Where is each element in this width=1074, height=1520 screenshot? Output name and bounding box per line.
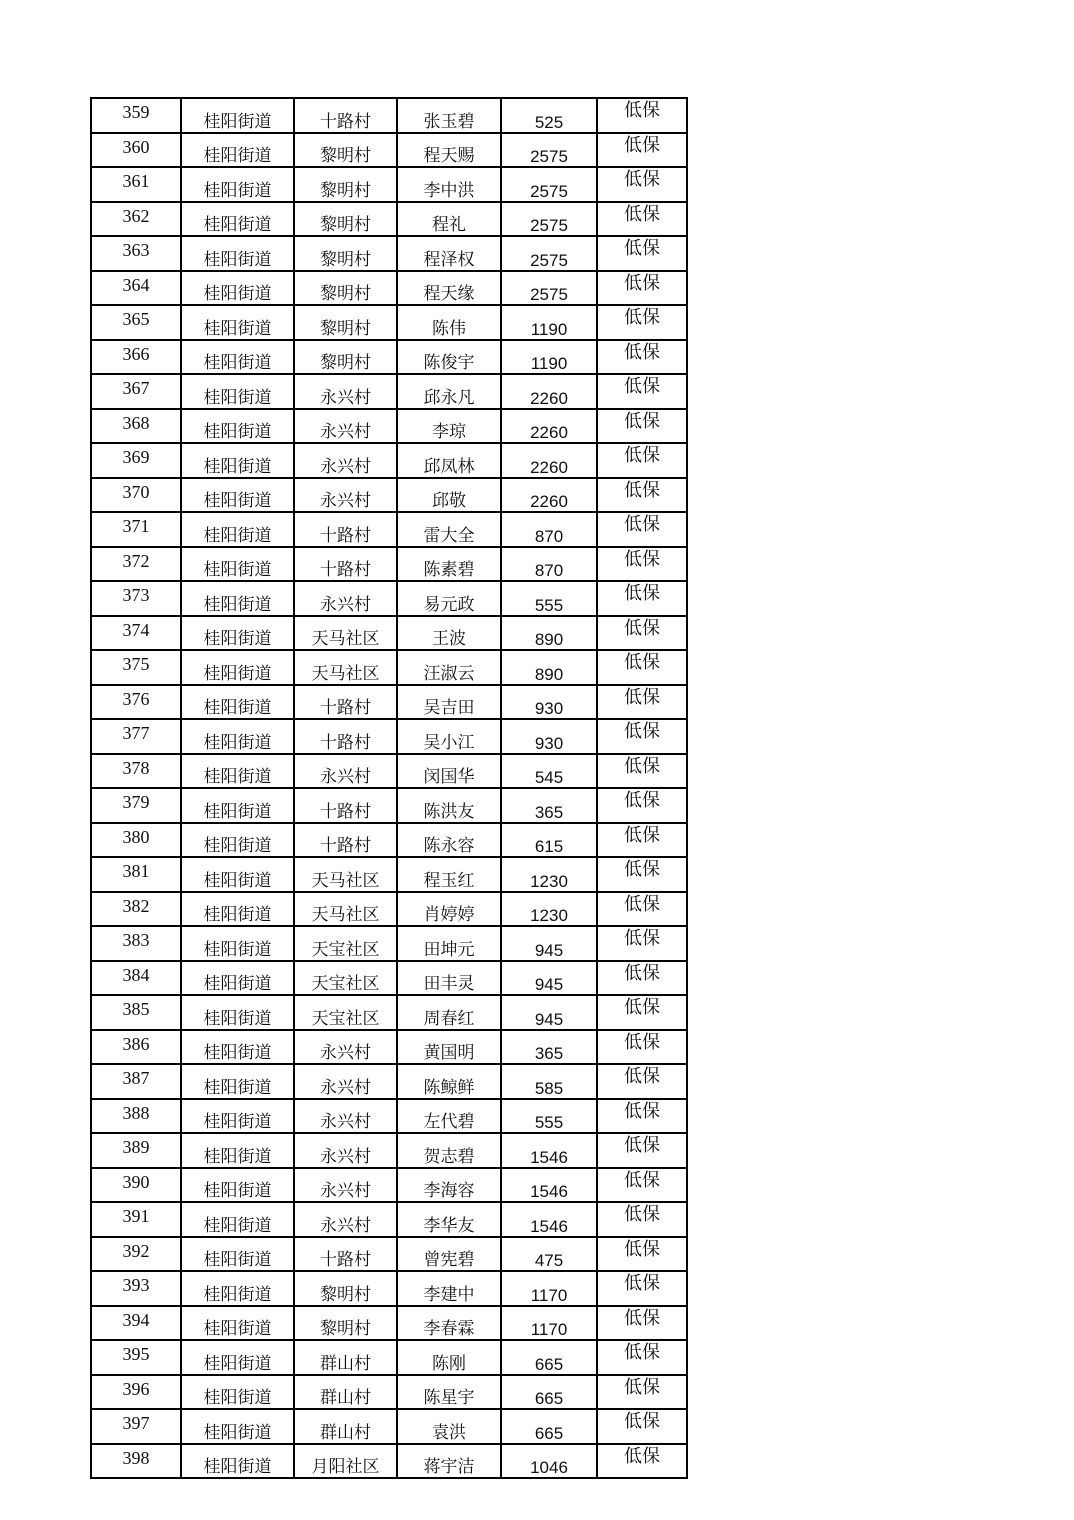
community-cell: 黎明村 [294, 236, 397, 271]
community-cell: 天宝社区 [294, 926, 397, 961]
row-number: 372 [91, 547, 181, 582]
table-row [91, 823, 687, 858]
person-name-cell: 易元政 [397, 581, 501, 616]
community-cell: 永兴村 [294, 374, 397, 409]
assistance-type-cell: 低保 [597, 1133, 687, 1168]
community-cell: 黎明村 [294, 305, 397, 340]
amount-cell: 890 [501, 616, 597, 651]
assistance-table [90, 97, 688, 1479]
community-cell: 天宝社区 [294, 961, 397, 996]
person-name-cell: 邱凤林 [397, 443, 501, 478]
amount-cell: 2260 [501, 374, 597, 409]
community-cell: 永兴村 [294, 478, 397, 513]
community-cell: 永兴村 [294, 581, 397, 616]
community-cell: 十路村 [294, 788, 397, 823]
person-name-cell: 李琼 [397, 409, 501, 444]
person-name-cell: 程玉红 [397, 857, 501, 892]
amount-cell: 890 [501, 650, 597, 685]
row-number: 390 [91, 1168, 181, 1203]
row-number: 395 [91, 1340, 181, 1375]
assistance-type-cell: 低保 [597, 1030, 687, 1065]
row-number: 370 [91, 478, 181, 513]
assistance-type-cell: 低保 [597, 1306, 687, 1341]
row-number: 398 [91, 1444, 181, 1479]
row-number: 385 [91, 995, 181, 1030]
community-cell: 群山村 [294, 1409, 397, 1444]
subdistrict-cell: 桂阳街道 [181, 512, 294, 547]
assistance-type-cell: 低保 [597, 754, 687, 789]
subdistrict-cell: 桂阳街道 [181, 1306, 294, 1341]
amount-cell: 2575 [501, 202, 597, 237]
person-name-cell: 程天赐 [397, 133, 501, 168]
subdistrict-cell: 桂阳街道 [181, 1202, 294, 1237]
table-row [91, 650, 687, 685]
subdistrict-cell: 桂阳街道 [181, 202, 294, 237]
assistance-type-cell: 低保 [597, 719, 687, 754]
person-name-cell: 邱永凡 [397, 374, 501, 409]
table-row [91, 1202, 687, 1237]
table-row [91, 719, 687, 754]
person-name-cell: 陈俊宇 [397, 340, 501, 375]
table-row [91, 926, 687, 961]
assistance-type-cell: 低保 [597, 236, 687, 271]
row-number: 393 [91, 1271, 181, 1306]
row-number: 375 [91, 650, 181, 685]
row-number: 376 [91, 685, 181, 720]
subdistrict-cell: 桂阳街道 [181, 995, 294, 1030]
community-cell: 永兴村 [294, 409, 397, 444]
table-row [91, 754, 687, 789]
community-cell: 永兴村 [294, 1168, 397, 1203]
community-cell: 天马社区 [294, 857, 397, 892]
row-number: 386 [91, 1030, 181, 1065]
subdistrict-cell: 桂阳街道 [181, 1064, 294, 1099]
community-cell: 月阳社区 [294, 1444, 397, 1479]
assistance-type-cell: 低保 [597, 1409, 687, 1444]
table-row [91, 374, 687, 409]
subdistrict-cell: 桂阳街道 [181, 478, 294, 513]
table-row [91, 1030, 687, 1065]
table-row [91, 443, 687, 478]
table-row [91, 1444, 687, 1479]
assistance-type-cell: 低保 [597, 616, 687, 651]
row-number: 361 [91, 167, 181, 202]
subdistrict-cell: 桂阳街道 [181, 1237, 294, 1272]
subdistrict-cell: 桂阳街道 [181, 305, 294, 340]
subdistrict-cell: 桂阳街道 [181, 823, 294, 858]
community-cell: 黎明村 [294, 271, 397, 306]
table-row [91, 305, 687, 340]
table-row [91, 1237, 687, 1272]
table-row [91, 98, 687, 133]
subdistrict-cell: 桂阳街道 [181, 443, 294, 478]
person-name-cell: 邱敬 [397, 478, 501, 513]
table-row [91, 685, 687, 720]
table-row [91, 340, 687, 375]
amount-cell: 555 [501, 581, 597, 616]
amount-cell: 2260 [501, 478, 597, 513]
subdistrict-cell: 桂阳街道 [181, 926, 294, 961]
assistance-type-cell: 低保 [597, 1099, 687, 1134]
subdistrict-cell: 桂阳街道 [181, 340, 294, 375]
community-cell: 天宝社区 [294, 995, 397, 1030]
assistance-type-cell: 低保 [597, 98, 687, 133]
subdistrict-cell: 桂阳街道 [181, 236, 294, 271]
amount-cell: 615 [501, 823, 597, 858]
table-row [91, 1271, 687, 1306]
table-row [91, 1099, 687, 1134]
row-number: 364 [91, 271, 181, 306]
row-number: 363 [91, 236, 181, 271]
amount-cell: 1190 [501, 340, 597, 375]
table-row [91, 581, 687, 616]
amount-cell: 665 [501, 1340, 597, 1375]
person-name-cell: 吴吉田 [397, 685, 501, 720]
assistance-type-cell: 低保 [597, 926, 687, 961]
row-number: 397 [91, 1409, 181, 1444]
assistance-type-cell: 低保 [597, 788, 687, 823]
table-row [91, 1306, 687, 1341]
person-name-cell: 曾宪碧 [397, 1237, 501, 1272]
community-cell: 群山村 [294, 1375, 397, 1410]
subdistrict-cell: 桂阳街道 [181, 961, 294, 996]
table-row [91, 271, 687, 306]
amount-cell: 1170 [501, 1271, 597, 1306]
table-row [91, 547, 687, 582]
community-cell: 永兴村 [294, 443, 397, 478]
subdistrict-cell: 桂阳街道 [181, 271, 294, 306]
subdistrict-cell: 桂阳街道 [181, 409, 294, 444]
community-cell: 天马社区 [294, 650, 397, 685]
community-cell: 黎明村 [294, 1271, 397, 1306]
amount-cell: 930 [501, 685, 597, 720]
person-name-cell: 吴小江 [397, 719, 501, 754]
table-row [91, 133, 687, 168]
community-cell: 十路村 [294, 685, 397, 720]
assistance-type-cell: 低保 [597, 1168, 687, 1203]
subdistrict-cell: 桂阳街道 [181, 754, 294, 789]
community-cell: 十路村 [294, 98, 397, 133]
amount-cell: 1046 [501, 1444, 597, 1479]
community-cell: 十路村 [294, 719, 397, 754]
amount-cell: 475 [501, 1237, 597, 1272]
amount-cell: 2575 [501, 271, 597, 306]
row-number: 380 [91, 823, 181, 858]
amount-cell: 665 [501, 1375, 597, 1410]
person-name-cell: 李建中 [397, 1271, 501, 1306]
person-name-cell: 陈伟 [397, 305, 501, 340]
person-name-cell: 陈星宇 [397, 1375, 501, 1410]
amount-cell: 1546 [501, 1202, 597, 1237]
assistance-type-cell: 低保 [597, 340, 687, 375]
amount-cell: 1230 [501, 857, 597, 892]
row-number: 392 [91, 1237, 181, 1272]
assistance-type-cell: 低保 [597, 305, 687, 340]
row-number: 381 [91, 857, 181, 892]
amount-cell: 2260 [501, 443, 597, 478]
person-name-cell: 蒋宇洁 [397, 1444, 501, 1479]
person-name-cell: 陈永容 [397, 823, 501, 858]
person-name-cell: 汪淑云 [397, 650, 501, 685]
row-number: 377 [91, 719, 181, 754]
person-name-cell: 左代碧 [397, 1099, 501, 1134]
table-row [91, 892, 687, 927]
subdistrict-cell: 桂阳街道 [181, 1340, 294, 1375]
community-cell: 天马社区 [294, 892, 397, 927]
person-name-cell: 程天缘 [397, 271, 501, 306]
subdistrict-cell: 桂阳街道 [181, 133, 294, 168]
assistance-type-cell: 低保 [597, 857, 687, 892]
person-name-cell: 陈刚 [397, 1340, 501, 1375]
row-number: 394 [91, 1306, 181, 1341]
community-cell: 黎明村 [294, 202, 397, 237]
table-row [91, 167, 687, 202]
subdistrict-cell: 桂阳街道 [181, 616, 294, 651]
subdistrict-cell: 桂阳街道 [181, 167, 294, 202]
subdistrict-cell: 桂阳街道 [181, 374, 294, 409]
community-cell: 永兴村 [294, 754, 397, 789]
table-row [91, 1064, 687, 1099]
table-row [91, 409, 687, 444]
subdistrict-cell: 桂阳街道 [181, 1099, 294, 1134]
subdistrict-cell: 桂阳街道 [181, 581, 294, 616]
assistance-type-cell: 低保 [597, 1375, 687, 1410]
person-name-cell: 程礼 [397, 202, 501, 237]
subdistrict-cell: 桂阳街道 [181, 788, 294, 823]
assistance-type-cell: 低保 [597, 202, 687, 237]
person-name-cell: 李海容 [397, 1168, 501, 1203]
amount-cell: 870 [501, 512, 597, 547]
person-name-cell: 田坤元 [397, 926, 501, 961]
row-number: 373 [91, 581, 181, 616]
row-number: 396 [91, 1375, 181, 1410]
community-cell: 十路村 [294, 512, 397, 547]
row-number: 378 [91, 754, 181, 789]
table-row [91, 1168, 687, 1203]
row-number: 359 [91, 98, 181, 133]
person-name-cell: 雷大全 [397, 512, 501, 547]
assistance-type-cell: 低保 [597, 167, 687, 202]
subdistrict-cell: 桂阳街道 [181, 892, 294, 927]
community-cell: 黎明村 [294, 167, 397, 202]
amount-cell: 665 [501, 1409, 597, 1444]
subdistrict-cell: 桂阳街道 [181, 1133, 294, 1168]
assistance-type-cell: 低保 [597, 512, 687, 547]
row-number: 369 [91, 443, 181, 478]
person-name-cell: 袁洪 [397, 1409, 501, 1444]
subdistrict-cell: 桂阳街道 [181, 857, 294, 892]
table-row [91, 1375, 687, 1410]
amount-cell: 2260 [501, 409, 597, 444]
table-row [91, 788, 687, 823]
assistance-type-cell: 低保 [597, 443, 687, 478]
amount-cell: 525 [501, 98, 597, 133]
community-cell: 黎明村 [294, 133, 397, 168]
assistance-type-cell: 低保 [597, 823, 687, 858]
subdistrict-cell: 桂阳街道 [181, 650, 294, 685]
community-cell: 永兴村 [294, 1064, 397, 1099]
assistance-type-cell: 低保 [597, 892, 687, 927]
community-cell: 永兴村 [294, 1099, 397, 1134]
amount-cell: 1230 [501, 892, 597, 927]
community-cell: 十路村 [294, 547, 397, 582]
assistance-type-cell: 低保 [597, 685, 687, 720]
assistance-type-cell: 低保 [597, 1202, 687, 1237]
assistance-type-cell: 低保 [597, 133, 687, 168]
row-number: 365 [91, 305, 181, 340]
amount-cell: 945 [501, 926, 597, 961]
row-number: 389 [91, 1133, 181, 1168]
table-row [91, 616, 687, 651]
assistance-type-cell: 低保 [597, 1340, 687, 1375]
amount-cell: 1190 [501, 305, 597, 340]
row-number: 368 [91, 409, 181, 444]
amount-cell: 2575 [501, 133, 597, 168]
person-name-cell: 李春霖 [397, 1306, 501, 1341]
subdistrict-cell: 桂阳街道 [181, 1030, 294, 1065]
person-name-cell: 张玉碧 [397, 98, 501, 133]
person-name-cell: 黄国明 [397, 1030, 501, 1065]
row-number: 387 [91, 1064, 181, 1099]
table-row [91, 478, 687, 513]
subdistrict-cell: 桂阳街道 [181, 1271, 294, 1306]
row-number: 382 [91, 892, 181, 927]
person-name-cell: 李华友 [397, 1202, 501, 1237]
table-row [91, 1409, 687, 1444]
assistance-type-cell: 低保 [597, 961, 687, 996]
subdistrict-cell: 桂阳街道 [181, 1409, 294, 1444]
subdistrict-cell: 桂阳街道 [181, 1375, 294, 1410]
table-row [91, 236, 687, 271]
row-number: 371 [91, 512, 181, 547]
person-name-cell: 闵国华 [397, 754, 501, 789]
subdistrict-cell: 桂阳街道 [181, 1444, 294, 1479]
person-name-cell: 陈鲸鲜 [397, 1064, 501, 1099]
row-number: 374 [91, 616, 181, 651]
person-name-cell: 周春红 [397, 995, 501, 1030]
amount-cell: 945 [501, 961, 597, 996]
row-number: 391 [91, 1202, 181, 1237]
subdistrict-cell: 桂阳街道 [181, 719, 294, 754]
community-cell: 永兴村 [294, 1030, 397, 1065]
row-number: 383 [91, 926, 181, 961]
community-cell: 黎明村 [294, 1306, 397, 1341]
amount-cell: 870 [501, 547, 597, 582]
amount-cell: 2575 [501, 236, 597, 271]
assistance-type-cell: 低保 [597, 478, 687, 513]
person-name-cell: 程泽权 [397, 236, 501, 271]
table-row [91, 512, 687, 547]
community-cell: 永兴村 [294, 1202, 397, 1237]
community-cell: 十路村 [294, 823, 397, 858]
table-row [91, 202, 687, 237]
amount-cell: 365 [501, 1030, 597, 1065]
table-row [91, 1340, 687, 1375]
community-cell: 永兴村 [294, 1133, 397, 1168]
person-name-cell: 李中洪 [397, 167, 501, 202]
assistance-type-cell: 低保 [597, 547, 687, 582]
amount-cell: 2575 [501, 167, 597, 202]
amount-cell: 1546 [501, 1168, 597, 1203]
subdistrict-cell: 桂阳街道 [181, 1168, 294, 1203]
assistance-type-cell: 低保 [597, 409, 687, 444]
subdistrict-cell: 桂阳街道 [181, 98, 294, 133]
amount-cell: 365 [501, 788, 597, 823]
subdistrict-cell: 桂阳街道 [181, 685, 294, 720]
table-row [91, 857, 687, 892]
community-cell: 十路村 [294, 1237, 397, 1272]
table-row [91, 1133, 687, 1168]
row-number: 388 [91, 1099, 181, 1134]
row-number: 379 [91, 788, 181, 823]
person-name-cell: 肖婷婷 [397, 892, 501, 927]
person-name-cell: 贺志碧 [397, 1133, 501, 1168]
amount-cell: 545 [501, 754, 597, 789]
row-number: 366 [91, 340, 181, 375]
row-number: 362 [91, 202, 181, 237]
person-name-cell: 陈素碧 [397, 547, 501, 582]
assistance-type-cell: 低保 [597, 374, 687, 409]
row-number: 367 [91, 374, 181, 409]
amount-cell: 585 [501, 1064, 597, 1099]
assistance-type-cell: 低保 [597, 1271, 687, 1306]
assistance-type-cell: 低保 [597, 271, 687, 306]
assistance-type-cell: 低保 [597, 995, 687, 1030]
table-row [91, 961, 687, 996]
person-name-cell: 陈洪友 [397, 788, 501, 823]
row-number: 360 [91, 133, 181, 168]
community-cell: 黎明村 [294, 340, 397, 375]
person-name-cell: 王波 [397, 616, 501, 651]
amount-cell: 1170 [501, 1306, 597, 1341]
community-cell: 天马社区 [294, 616, 397, 651]
amount-cell: 555 [501, 1099, 597, 1134]
assistance-type-cell: 低保 [597, 1064, 687, 1099]
table-body [91, 98, 687, 1478]
assistance-type-cell: 低保 [597, 650, 687, 685]
amount-cell: 930 [501, 719, 597, 754]
amount-cell: 1546 [501, 1133, 597, 1168]
assistance-type-cell: 低保 [597, 1444, 687, 1479]
row-number: 384 [91, 961, 181, 996]
community-cell: 群山村 [294, 1340, 397, 1375]
subdistrict-cell: 桂阳街道 [181, 547, 294, 582]
table-row [91, 995, 687, 1030]
assistance-type-cell: 低保 [597, 1237, 687, 1272]
amount-cell: 945 [501, 995, 597, 1030]
assistance-type-cell: 低保 [597, 581, 687, 616]
person-name-cell: 田丰灵 [397, 961, 501, 996]
